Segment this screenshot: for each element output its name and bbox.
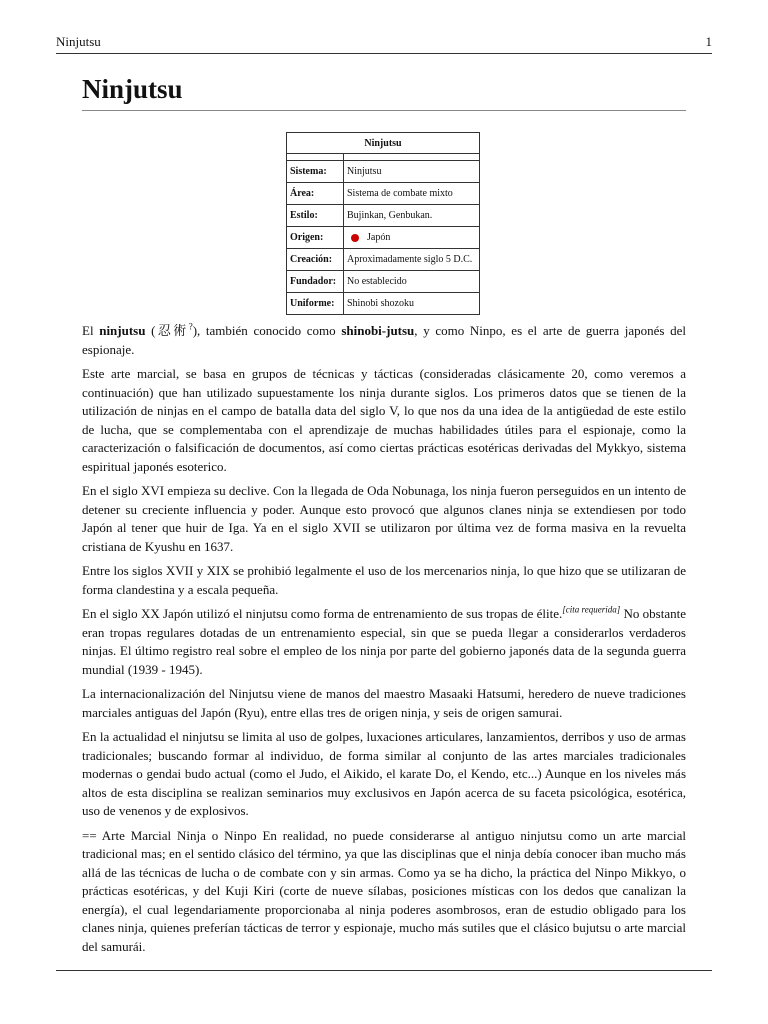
infobox-value-origin (344, 227, 480, 249)
paragraph: En la actualidad el ninjutsu se limita al uso de golpes, luxaciones articulares, lanzamientos, derribos y uso de armas tradicionales; buscando formar al individuo, de forma similar al conjunto de las artes marciales tradicionales modernas o gendai budo actual (como el Judo, el Aikido, el karate Do, el Kendo, etc...) Aunque en los niveles más altos de esta disciplina se realizan seminarios muy exclusivos en Japón acerca de su faceta psicológica, esotérica, uso de venenos y de explosivos. (82, 729, 686, 818)
infobox-label: Área: (287, 183, 344, 205)
paragraph (82, 605, 686, 679)
text: En el siglo XX Japón utilizó el ninjutsu como forma de entrenamiento de sus tropas de élite. (82, 606, 563, 621)
infobox-row-area (287, 183, 480, 205)
infobox-label: Creación: (287, 249, 344, 271)
text: No obstante eran tropas regulares dotadas de un entrenamiento especial, sin que se pueda llegar a considerarlos verdaderos ninjas. El último registro real sobre el empleo de los ninja por parte del gobierno japonés data de la segunda guerra mundial (1939 - 1945). (82, 606, 687, 677)
infobox-value: Aproximadamente siglo 5 D.C. (344, 249, 480, 271)
header-divider (56, 53, 712, 54)
paragraph: == Arte Marcial Ninja o Ninpo En realidad, no puede considerarse al antiguo ninjutsu como un arte marcial tradicional mas; en el sentido clásico del término, ya que las disciplinas que el ninja debía conocer iban mucho más allá de las técnicas de lucha o de combate con y sin armas. Como ya se ha dicho, la práctica del Ninpo Mikkyo, o prácticas esotéricas, y del Kuji Kiri (corte de nueve sílabas, posiciones místicas con los dedos que canalizan la energía), el cual legendariamente proporcionaba al ninja poderes asombrosos, eran de estudio obligado para los clanes ninja, quienes preferían tácticas de terror y espionaje, mucho más sutiles que el clásico bujutsu o arte marcial del samurái. (82, 827, 686, 954)
paragraph: En el siglo XVI empieza su declive. Con la llegada de Oda Nobunaga, los ninja fueron perseguidos en un intento de detener su creciente influencia y poder. Aunque esto provocó que algunos clanes ninja se extendiesen por todo Japón al tener que huir de Iga. Ya en el siglo XVII se utilizaron por última vez de forma masiva en la revuelta cristiana de Kyushu en 1637. (82, 483, 686, 554)
paragraph: Entre los siglos XVII y XIX se prohibió legalmente el uso de los mercenarios ninja, lo que hizo que se utilizaran de forma clandestina y a escala pequeña. (82, 563, 686, 597)
infobox-row-origen (287, 227, 480, 249)
infobox-label: Uniforme: (287, 293, 344, 315)
infobox-caption: Ninjutsu (287, 133, 480, 154)
infobox-value: Sistema de combate mixto (344, 183, 480, 205)
title-divider (82, 110, 686, 111)
infobox-value: Shinobi shozoku (344, 293, 480, 315)
infobox (286, 132, 480, 315)
paragraph-intro (82, 322, 686, 359)
infobox-row-fundador (287, 271, 480, 293)
origin-link[interactable]: Japón (367, 232, 391, 243)
term-ninjutsu: ninjutsu (99, 323, 146, 338)
text: ), también conocido como (192, 323, 342, 338)
infobox-label: Estilo: (287, 205, 344, 227)
text: (忍術 (145, 323, 189, 338)
infobox-value: Bujinkan, Genbukan. (344, 205, 480, 227)
infobox-row-creacion (287, 249, 480, 271)
infobox-label: Sistema: (287, 161, 344, 183)
text: , y como Ninpo, es el arte de guerra japonés del espionaje. (82, 323, 686, 357)
infobox-value: Ninjutsu (344, 161, 480, 183)
infobox-row-sistema (287, 161, 480, 183)
article-title: Ninjutsu (82, 74, 183, 104)
infobox-label: Fundador: (287, 271, 344, 293)
help-link[interactable]: ? (188, 321, 193, 332)
page-number: 1 (705, 34, 712, 49)
paragraph: La internacionalización del Ninjutsu viene de manos del maestro Masaaki Hatsumi, heredero de nueve tradiciones marciales antiguas del Japón (Ryu), entre ellas tres de origen ninja, y seis de origen samurai. (82, 686, 686, 720)
footer-divider (56, 970, 712, 971)
paragraph: Este arte marcial, se basa en grupos de técnicas y tácticas (consideradas clásicamente 20, como veremos a continuación) que han utilizado supuestamente los ninja durante siglos. Los primeros datos que se tienen de la utilización de ninjas en el campo de batalla data del siglo V, lo que nos da una idea de la antigüedad de este estilo de lucha, que se complementaba con el aprendizaje de muchas habilidades útiles para el espionaje, como la caracterización o falsificación de documentos, así como ciertas prácticas esotéricas derivadas del Mykkyo, sistema espiritual japonés esoterico. (82, 366, 686, 474)
running-title: Ninjutsu (56, 34, 101, 49)
page-header (56, 34, 712, 52)
infobox-row-estilo (287, 205, 480, 227)
infobox-value: No establecido (344, 271, 480, 293)
infobox-row-uniforme (287, 293, 480, 315)
japan-flag-icon (351, 234, 359, 242)
article-body (82, 322, 686, 962)
term-shinobi-jutsu: shinobi-jutsu (341, 323, 415, 338)
text: El (82, 323, 100, 338)
infobox-label: Origen: (287, 227, 344, 249)
citation-needed-link[interactable]: [cita requerida] (562, 604, 621, 615)
